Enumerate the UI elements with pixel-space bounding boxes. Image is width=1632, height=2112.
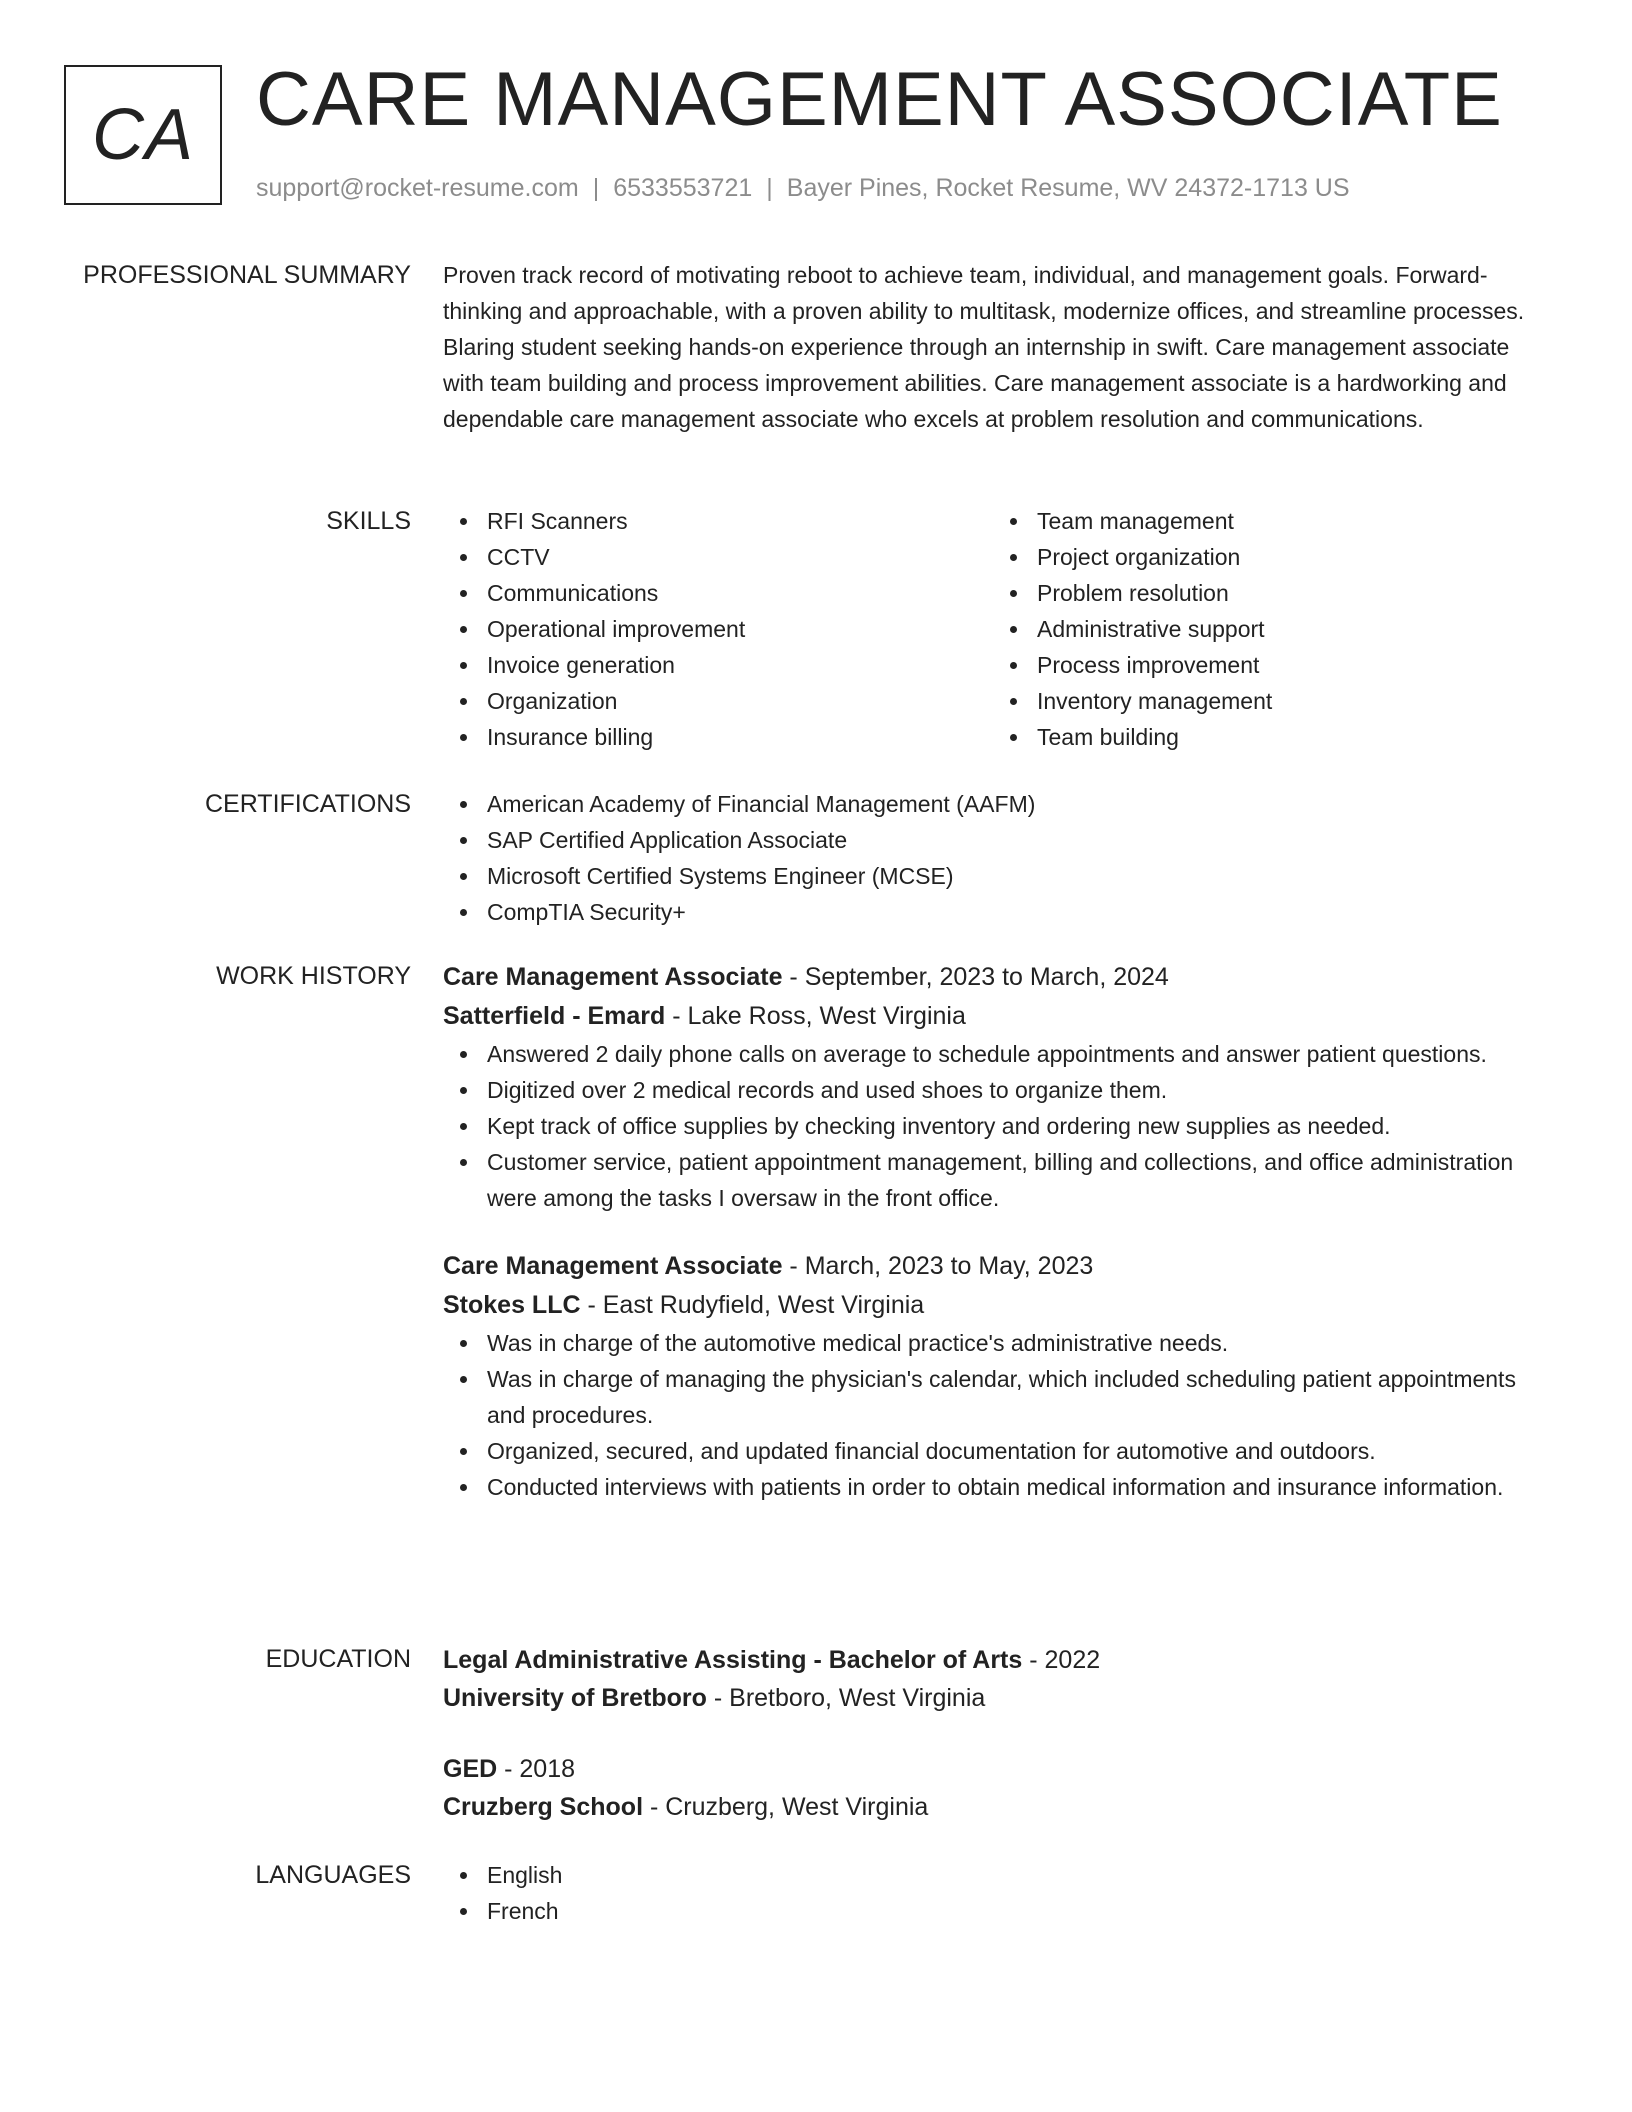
skill-item: Invoice generation xyxy=(487,647,993,683)
contact-phone: 6533553721 xyxy=(613,174,753,202)
job-location: - East Rudyfield, West Virginia xyxy=(580,1291,925,1319)
language-item: French xyxy=(487,1893,1543,1929)
education-location: - Bretboro, West Virginia xyxy=(706,1684,986,1712)
contact-address: Bayer Pines, Rocket Resume, WV 24372-1713 US xyxy=(786,174,1350,202)
section-label-languages: LANGUAGES xyxy=(255,1861,411,1889)
job-bullet: Customer service, patient appointment management, billing and collections, and office administration were among the tasks I oversaw in the front office. xyxy=(487,1144,1527,1216)
skill-item: Organization xyxy=(487,683,993,719)
job-bullet: Was in charge of managing the physician's calendar, which included scheduling patient appointments and procedures. xyxy=(487,1361,1527,1433)
section-label-certifications: CERTIFICATIONS xyxy=(204,790,411,818)
education-body xyxy=(443,1641,1543,1826)
job-title: Care Management Associate xyxy=(443,1252,783,1280)
job-bullet: Organized, secured, and updated financial documentation for automotive and outdoors. xyxy=(487,1433,1527,1469)
section-label-work: WORK HISTORY xyxy=(216,962,411,990)
education-entry xyxy=(443,1750,1543,1826)
job-bullets xyxy=(443,1036,1527,1216)
summary-text: Proven track record of motivating reboot to achieve team, individual, and management goals. Forward-thinking and approachable, with a proven ability to multitask, modernize offices, and streamline processes. Blaring student seeking hands-on experience through an internship in swift. Care management associate with team building and process improvement abilities. Care management associate is a hardworking and dependable care management associate who excels at problem resolution and communications. xyxy=(443,262,1525,432)
certifications-list xyxy=(443,786,1543,930)
education-degree-line xyxy=(443,1641,1543,1679)
job-bullet: Digitized over 2 medical records and used shoes to organize them. xyxy=(487,1072,1527,1108)
skill-item: Insurance billing xyxy=(487,719,993,755)
languages-list xyxy=(443,1857,1543,1929)
job-location: - Lake Ross, West Virginia xyxy=(665,1002,966,1030)
job-bullet: Was in charge of the automotive medical practice's administrative needs. xyxy=(487,1325,1527,1361)
job-company-line xyxy=(443,997,1543,1036)
skill-item: Operational improvement xyxy=(487,611,993,647)
education-school: University of Bretboro xyxy=(443,1684,707,1712)
certifications-body xyxy=(443,786,1543,930)
job-bullet: Conducted interviews with patients in order to obtain medical information and insurance information. xyxy=(487,1469,1527,1505)
education-degree: GED xyxy=(443,1755,498,1783)
skill-item: Team management xyxy=(1037,503,1543,539)
education-degree: Legal Administrative Assisting - Bachelor of Arts xyxy=(443,1646,1023,1674)
education-location: - Cruzberg, West Virginia xyxy=(643,1793,929,1821)
section-label-education: EDUCATION xyxy=(265,1645,411,1673)
education-school: Cruzberg School xyxy=(443,1793,644,1821)
job-company: Satterfield - Emard xyxy=(443,1002,666,1030)
section-label-summary: PROFESSIONAL SUMMARY xyxy=(83,261,411,289)
job-bullet: Kept track of office supplies by checking inventory and ordering new supplies as needed. xyxy=(487,1108,1527,1144)
section-label-skills: SKILLS xyxy=(326,507,411,535)
job-entry xyxy=(443,958,1543,1216)
skill-item: Inventory management xyxy=(1037,683,1543,719)
job-title: Care Management Associate xyxy=(443,963,783,991)
job-title-line xyxy=(443,958,1543,997)
job-company-line xyxy=(443,1286,1543,1325)
contact-separator: | xyxy=(592,174,600,202)
job-dates: - March, 2023 to May, 2023 xyxy=(782,1252,1094,1280)
job-company: Stokes LLC xyxy=(443,1291,581,1319)
skill-item: Team building xyxy=(1037,719,1543,755)
skills-list-right xyxy=(993,503,1543,755)
contact-email: support@rocket-resume.com xyxy=(256,174,579,202)
certification-item: Microsoft Certified Systems Engineer (MCSE) xyxy=(487,858,1543,894)
education-school-line xyxy=(443,1788,1543,1826)
skill-item: Problem resolution xyxy=(1037,575,1543,611)
skills-list-left xyxy=(443,503,993,755)
certification-item: SAP Certified Application Associate xyxy=(487,822,1543,858)
languages-body xyxy=(443,1857,1543,1929)
education-entry xyxy=(443,1641,1543,1717)
skill-item: CCTV xyxy=(487,539,993,575)
job-title-line xyxy=(443,1247,1543,1286)
skill-item: Project organization xyxy=(1037,539,1543,575)
skill-item: Communications xyxy=(487,575,993,611)
candidate-title: CARE MANAGEMENT ASSOCIATE xyxy=(256,57,1503,142)
education-year: - 2018 xyxy=(497,1755,576,1783)
skills-body xyxy=(443,503,1543,755)
language-item: English xyxy=(487,1857,1543,1893)
monogram-logo: CA xyxy=(64,65,222,205)
work-body xyxy=(443,958,1543,1505)
certification-item: CompTIA Security+ xyxy=(487,894,1543,930)
skill-item: Administrative support xyxy=(1037,611,1543,647)
job-dates: - September, 2023 to March, 2024 xyxy=(782,963,1169,991)
job-entry xyxy=(443,1247,1543,1505)
education-year: - 2022 xyxy=(1022,1646,1101,1674)
education-school-line xyxy=(443,1679,1543,1717)
contact-separator: | xyxy=(766,174,773,202)
skill-item: Process improvement xyxy=(1037,647,1543,683)
skill-item: RFI Scanners xyxy=(487,503,993,539)
education-degree-line xyxy=(443,1750,1543,1788)
job-bullets xyxy=(443,1325,1527,1505)
contact-line xyxy=(256,174,1350,203)
certification-item: American Academy of Financial Management (AAFM) xyxy=(487,786,1543,822)
job-bullet: Answered 2 daily phone calls on average to schedule appointments and answer patient questions. xyxy=(487,1036,1527,1072)
